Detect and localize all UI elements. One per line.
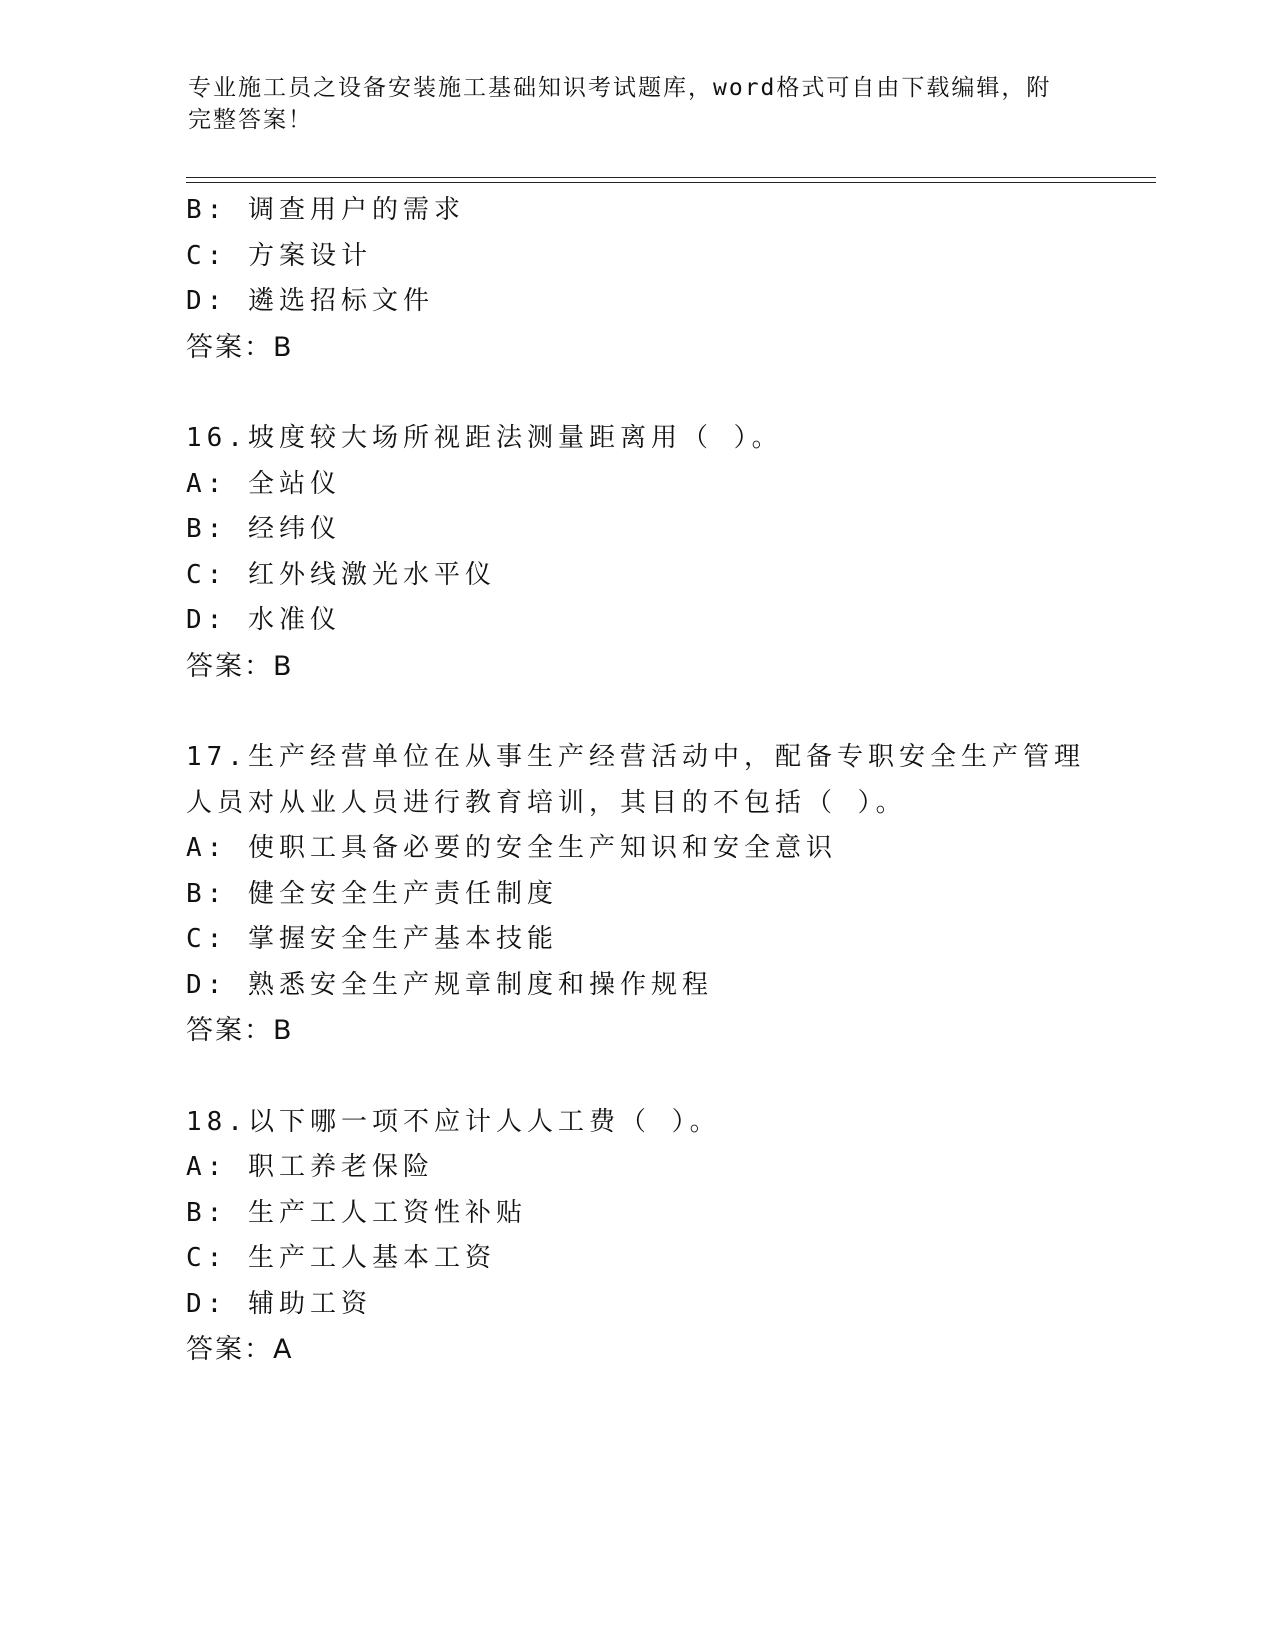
question-stem: 18.以下哪一项不应计人人工费（ ）。 bbox=[186, 1106, 721, 1137]
answer-line: 答案：B bbox=[186, 650, 294, 682]
answer-line: 答案：A bbox=[186, 1334, 294, 1365]
question-partial bbox=[186, 188, 1106, 370]
option-c: C: 红外线激光水平仪 bbox=[186, 559, 496, 590]
option-a: A: 全站仪 bbox=[186, 468, 341, 499]
spacer bbox=[186, 1054, 1106, 1100]
question-17 bbox=[186, 735, 1106, 1054]
option-d: D: 辅助工资 bbox=[186, 1288, 372, 1319]
option-d: D: 水准仪 bbox=[186, 605, 341, 635]
answer-line: 答案：B bbox=[186, 331, 294, 363]
option-a: A: 使职工具备必要的安全生产知识和安全意识 bbox=[186, 833, 837, 863]
option-d: D: 遴选招标文件 bbox=[186, 286, 434, 316]
option-a: A: 职工养老保险 bbox=[186, 1152, 434, 1182]
question-18 bbox=[186, 1100, 1106, 1373]
option-b: B: 经纬仪 bbox=[186, 514, 341, 544]
answer-line: 答案：B bbox=[186, 1015, 294, 1046]
question-stem: 17.生产经营单位在从事生产经营活动中，配备专职安全生产管理人员对从业人员进行教育培训，其目的不包括（ ）。 bbox=[186, 742, 1085, 818]
document-header: 专业施工员之设备安装施工基础知识考试题库，word格式可自由下载编辑，附完整答案！ bbox=[188, 75, 1052, 133]
question-16 bbox=[186, 416, 1106, 689]
question-list bbox=[186, 188, 1106, 1373]
option-c: C: 生产工人基本工资 bbox=[186, 1243, 496, 1273]
option-c: C: 方案设计 bbox=[186, 240, 372, 271]
option-d: D: 熟悉安全生产规章制度和操作规程 bbox=[186, 969, 713, 1000]
option-b: B: 健全安全生产责任制度 bbox=[186, 878, 558, 909]
option-c: C: 掌握安全生产基本技能 bbox=[186, 924, 558, 954]
header-rule-bottom bbox=[186, 182, 1156, 183]
spacer bbox=[186, 370, 1106, 416]
option-b: B: 生产工人工资性补贴 bbox=[186, 1197, 527, 1228]
question-stem: 16.坡度较大场所视距法测量距离用（ ）。 bbox=[186, 423, 783, 453]
option-b: B: 调查用户的需求 bbox=[186, 195, 465, 225]
header-rule-top bbox=[186, 177, 1156, 178]
spacer bbox=[186, 689, 1106, 735]
